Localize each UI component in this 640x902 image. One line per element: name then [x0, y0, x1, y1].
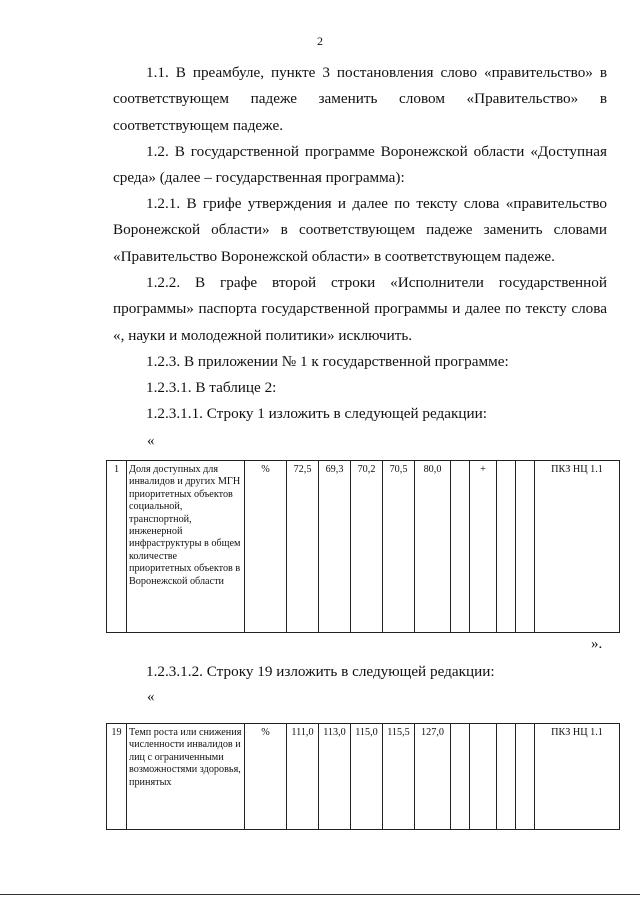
- value-cell: 111,0: [287, 724, 319, 830]
- paragraph-1-2-2: 1.2.2. В графе второй строки «Исполнители государственной программы» паспорта государственной программы и далее по тексту слова «, науки и молодежной политики» исключить.: [113, 274, 607, 344]
- empty-cell: [516, 724, 535, 830]
- unit-cell: %: [245, 461, 287, 633]
- empty-cell: [470, 724, 497, 830]
- source-cell: ПКЗ НЦ 1.1: [535, 461, 620, 633]
- row-number-cell: 19: [107, 724, 127, 830]
- unit-cell: %: [245, 724, 287, 830]
- paragraph-1-2-1: 1.2.1. В грифе утверждения и далее по тексту слова «правительство Воронежской области» в соответствующем падеже заменить словами «Правительство Воронежской области» в соответствующем падеже.: [113, 195, 607, 265]
- line-1-2-3-1-2: 1.2.3.1.2. Строку 19 изложить в следующей редакции:: [146, 663, 495, 680]
- value-cell: 80,0: [415, 461, 451, 633]
- table-row: [107, 461, 620, 633]
- value-cell: 70,5: [383, 461, 415, 633]
- value-cell: 69,3: [319, 461, 351, 633]
- mark-cell: +: [470, 461, 497, 633]
- source-cell: ПКЗ НЦ 1.1: [535, 724, 620, 830]
- value-cell: 115,0: [351, 724, 383, 830]
- line-1-2-3-1-1: 1.2.3.1.1. Строку 1 изложить в следующей редакции:: [146, 405, 487, 422]
- empty-cell: [451, 724, 470, 830]
- bottom-rule: [0, 894, 640, 895]
- value-cell: 127,0: [415, 724, 451, 830]
- page-number: 2: [317, 34, 323, 48]
- table-row: [107, 724, 620, 830]
- line-1-2-3: 1.2.3. В приложении № 1 к государственной программе:: [146, 353, 509, 370]
- indicator-name-cell: Темп роста или снижения численности инвалидов и лиц с ограниченными возможностями здоровья, принятых: [127, 724, 245, 830]
- row-number-cell: 1: [107, 461, 127, 633]
- value-cell: 72,5: [287, 461, 319, 633]
- paragraph-1-2: 1.2. В государственной программе Воронежской области «Доступная среда» (далее – государственная программа):: [113, 143, 607, 187]
- empty-cell: [497, 724, 516, 830]
- table-row-19: [106, 723, 620, 830]
- value-cell: 115,5: [383, 724, 415, 830]
- empty-cell: [451, 461, 470, 633]
- value-cell: 113,0: [319, 724, 351, 830]
- line-1-2-3-1: 1.2.3.1. В таблице 2:: [146, 379, 277, 396]
- paragraph-1-1: 1.1. В преамбуле, пункте 3 постановления слово «правительство» в соответствующем падеже заменить словом «Правительство» в соответствующем падеже.: [113, 64, 607, 134]
- opening-quote: «: [147, 433, 155, 449]
- empty-cell: [516, 461, 535, 633]
- empty-cell: [497, 461, 516, 633]
- closing-quote: ».: [591, 636, 603, 652]
- indicator-name-cell: Доля доступных для инвалидов и других МГН приоритетных объектов социальной, транспортной, инженерной инфраструктуры в общем количестве приоритетных объектов в Воронежской области: [127, 461, 245, 633]
- opening-quote: «: [147, 689, 155, 705]
- value-cell: 70,2: [351, 461, 383, 633]
- table-row-1: [106, 460, 620, 633]
